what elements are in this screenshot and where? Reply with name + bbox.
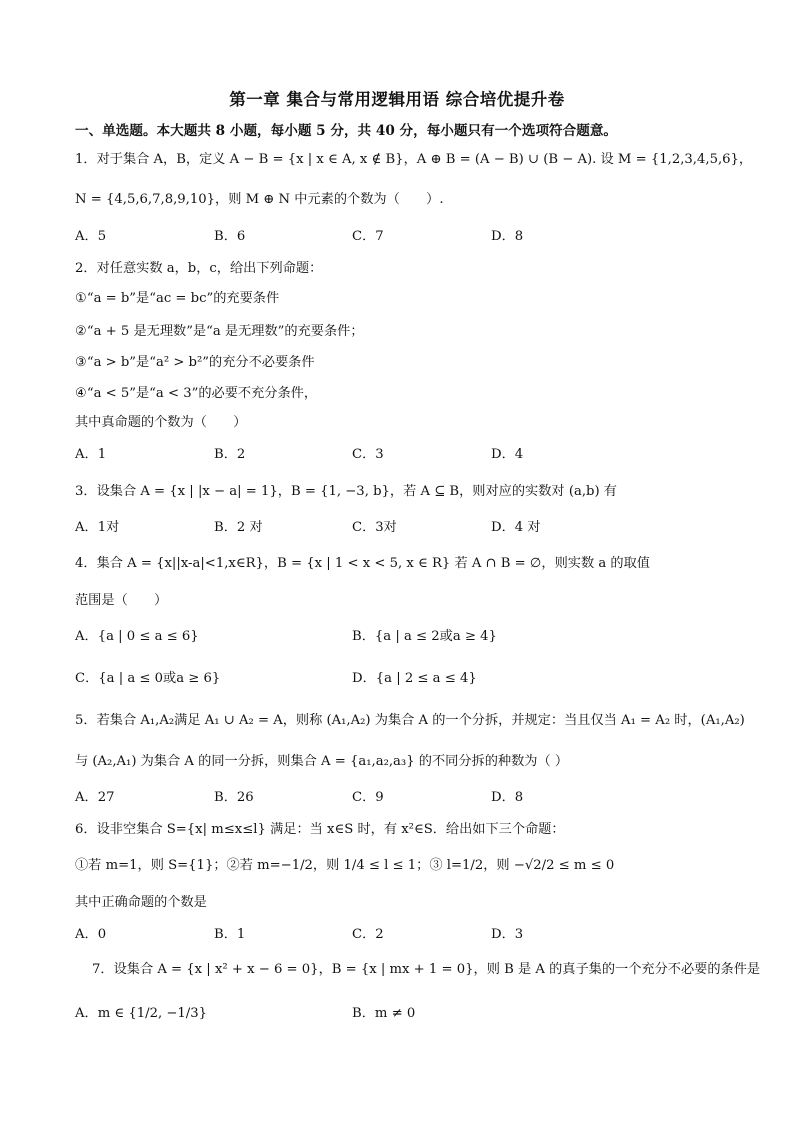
q2-item-4: ④“a < 5”是“a < 3”的必要不充分条件， — [75, 386, 318, 401]
q1-option-b: B．6 — [214, 229, 246, 244]
q3-option-d: D．4 对 — [491, 520, 541, 535]
q2-item-1: ①“a = b”是“ac = bc”的充要条件 — [75, 291, 280, 306]
q6-option-b: B．1 — [214, 927, 246, 942]
q6-option-d: D．3 — [491, 927, 524, 942]
q4-line2: 范围是（ ） — [75, 593, 168, 608]
q1-option-d: D．8 — [491, 229, 524, 244]
q2-option-c: C．3 — [352, 447, 384, 462]
q7-stem: 7．设集合 A = {x | x² + x − 6 = 0}，B = {x | mx + 1 = 0}，则 B 是 A 的真子集的一个充分不必要的条件是 — [92, 962, 761, 977]
q1-line2: N = {4,5,6,7,8,9,10}，则 M ⊕ N 中元素的个数为（ ）. — [75, 192, 444, 207]
q4-option-d: D．{a | 2 ≤ a ≤ 4} — [352, 671, 477, 686]
q7-option-b: B．m ≠ 0 — [352, 1006, 416, 1021]
q4-line1: 4．集合 A = {x||x-a|<1,x∈R}，B = {x | 1 < x < 5, x ∈ R} 若 A ∩ B = ∅，则实数 a 的取值 — [75, 556, 650, 571]
q3-stem: 3．设集合 A = {x | |x − a| = 1}，B = {1, −3, b}，若 A ⊆ B，则对应的实数对 (a,b) 有 — [75, 484, 617, 499]
q5-option-c: C．9 — [352, 790, 384, 805]
q6-ask: 其中正确命题的个数是 — [75, 895, 207, 910]
q6-line2: ①若 m=1，则 S={1}；②若 m=−1/2，则 1/4 ≤ l ≤ 1；③ l=1/2，则 −√2/2 ≤ m ≤ 0 — [75, 858, 615, 873]
q7-option-a: A．m ∈ {1/2, −1/3} — [75, 1006, 208, 1021]
q2-stem: 2．对任意实数 a，b，c，给出下列命题： — [75, 261, 323, 276]
q1-option-c: C．7 — [352, 229, 384, 244]
q4-option-c: C．{a | a ≤ 0或a ≥ 6} — [75, 671, 221, 686]
q4-option-a: A．{a | 0 ≤ a ≤ 6} — [75, 629, 199, 644]
q4-option-b: B．{a | a ≤ 2或a ≥ 4} — [352, 629, 497, 644]
q1-option-a: A．5 — [75, 229, 107, 244]
q6-stem: 6．设非空集合 S={x| m≤x≤l} 满足：当 x∈S 时，有 x²∈S．给出如下三个命题： — [75, 822, 565, 837]
q2-option-a: A．1 — [75, 447, 107, 462]
q6-option-c: C．2 — [352, 927, 384, 942]
q3-option-c: C．3对 — [352, 520, 397, 535]
q5-option-d: D．8 — [491, 790, 524, 805]
q5-line2: 与 (A₂,A₁) 为集合 A 的同一分拆，则集合 A = {a₁,a₂,a₃} 的不同分拆的种数为（ ） — [75, 754, 569, 769]
q6-option-a: A．0 — [75, 927, 107, 942]
q5-line1: 5．若集合 A₁,A₂满足 A₁ ∪ A₂ = A，则称 (A₁,A₂) 为集合 A 的一个分拆，并规定：当且仅当 A₁ = A₂ 时，(A₁,A₂) — [75, 713, 745, 728]
q3-option-a: A．1对 — [75, 520, 120, 535]
q5-option-a: A．27 — [75, 790, 115, 805]
section-heading: 一、单选题。本大题共 8 小题，每小题 5 分，共 40 分，每小题只有一个选项符合题意。 — [75, 123, 618, 139]
q2-item-3: ③“a > b”是“a² > b²”的充分不必要条件 — [75, 355, 315, 370]
page-title: 第一章 集合与常用逻辑用语 综合培优提升卷 — [229, 90, 565, 109]
q3-option-b: B．2 对 — [214, 520, 263, 535]
q1-line1: 1．对于集合 A，B，定义 A − B = {x | x ∈ A, x ∉ B}，A ⊕ B = (A − B) ∪ (B − A). 设 M = {1,2,3,4,5,6}， — [75, 152, 753, 167]
q5-option-b: B．26 — [214, 790, 254, 805]
q2-option-d: D．4 — [491, 447, 524, 462]
q2-item-2: ②“a + 5 是无理数”是“a 是无理数”的充要条件； — [75, 324, 364, 339]
q2-ask: 其中真命题的个数为（ ） — [75, 415, 247, 430]
q2-option-b: B．2 — [214, 447, 246, 462]
